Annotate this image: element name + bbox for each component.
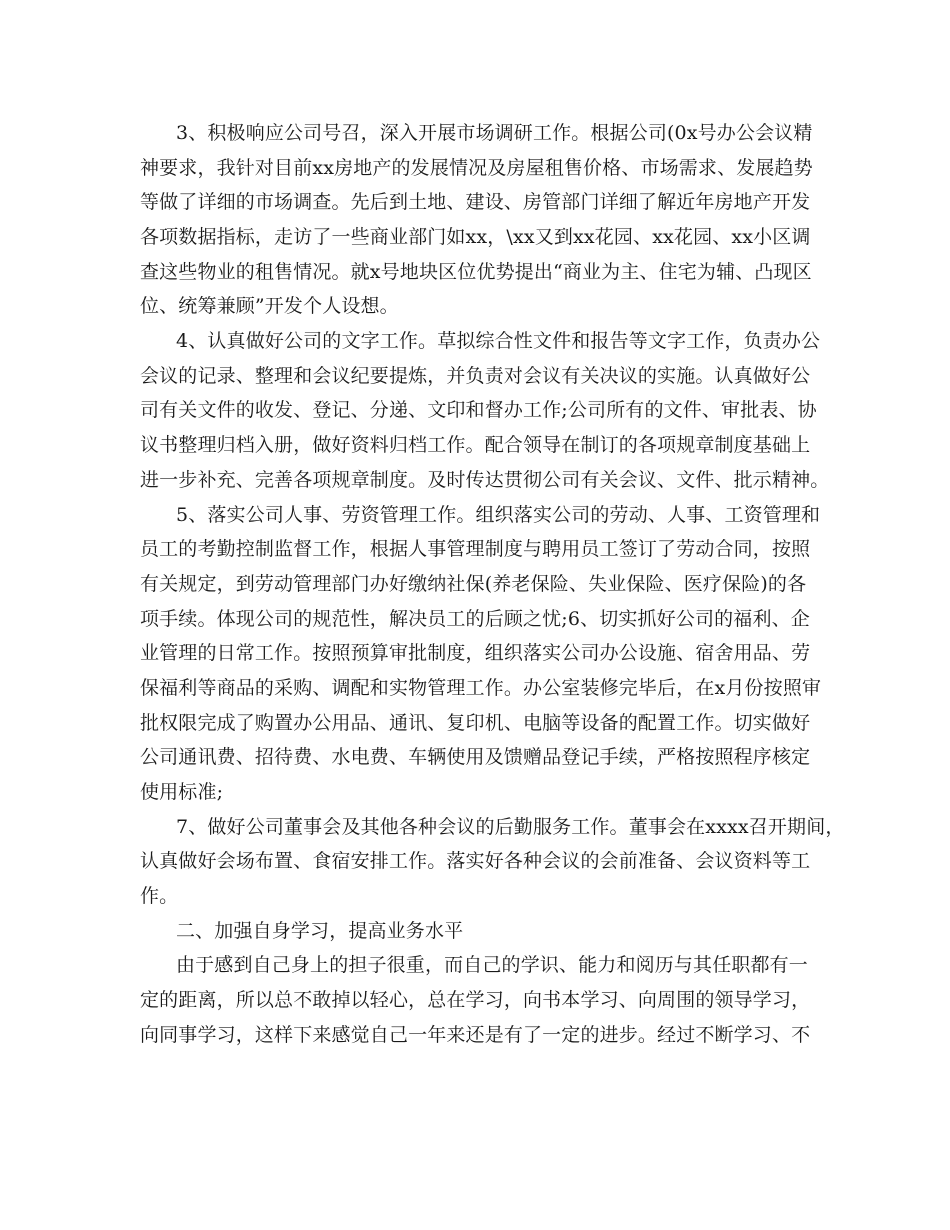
paragraph-5-line-2: 员工的考勤控制监督工作，根据人事管理制度与聘用员工签订了劳动合同，按照 <box>140 538 811 560</box>
paragraph-3-line-1: 3、积极响应公司号召，深入开展市场调研工作。根据公司(0x号办公会议精 <box>176 122 813 144</box>
section-body-line-2: 定的距离，所以总不敢掉以轻心，总在学习，向书本学习、向周围的领导学习， <box>140 989 811 1011</box>
paragraph-4-line-5: 进一步补充、完善各项规章制度。及时传达贯彻公司有关会议、文件、批示精神。 <box>140 469 830 491</box>
paragraph-5-line-4: 项手续。体现公司的规范性，解决员工的后顾之忧;6、切实抓好公司的福利、企 <box>140 608 810 630</box>
paragraph-4-line-3: 司有关文件的收发、登记、分递、文印和督办工作;公司所有的文件、审批表、协 <box>140 399 817 421</box>
paragraph-7-line-3: 作。 <box>140 885 179 907</box>
section-heading: 二、加强自身学习，提高业务水平 <box>176 920 464 942</box>
paragraph-4-line-4: 议书整理归档入册，做好资料归档工作。配合领导在制订的各项规章制度基础上 <box>140 434 811 456</box>
paragraph-5-line-3: 有关规定，到劳动管理部门办好缴纳社保(养老保险、失业保险、医疗保险)的各 <box>140 573 807 595</box>
paragraph-5-line-7: 批权限完成了购置办公用品、通讯、复印机、电脑等设备的配置工作。切实做好 <box>140 712 811 734</box>
paragraph-3-line-4: 各项数据指标，走访了一些商业部门如xx，\xx又到xx花园、xx花园、xx小区调 <box>140 226 811 248</box>
paragraph-5-line-8: 公司通讯费、招待费、水电费、车辆使用及馈赠品登记手续，严格按照程序核定 <box>140 746 811 768</box>
paragraph-3-line-2: 神要求，我针对目前xx房地产的发展情况及房屋租售价格、市场需求、发展趋势 <box>140 157 813 179</box>
paragraph-5-line-5: 业管理的日常工作。按照预算审批制度，组织落实公司办公设施、宿舍用品、劳 <box>140 642 811 664</box>
section-body-line-1: 由于感到自己身上的担子很重，而自己的学识、能力和阅历与其任职都有一 <box>176 954 808 976</box>
section-body-line-3: 向同事学习，这样下来感觉自己一年来还是有了一定的进步。经过不断学习、不 <box>140 1024 811 1046</box>
paragraph-4-line-2: 会议的记录、整理和会议纪要提炼，并负责对会议有关决议的实施。认真做好公 <box>140 365 811 387</box>
paragraph-5-line-6: 保福利等商品的采购、调配和实物管理工作。办公室装修完毕后，在x月份按照审 <box>140 677 822 699</box>
paragraph-7-line-2: 认真做好会场布置、食宿安排工作。落实好各种会议的会前准备、会议资料等工 <box>140 850 811 872</box>
paragraph-3-line-6: 位、统筹兼顾”开发个人设想。 <box>140 295 399 317</box>
paragraph-7-line-1: 7、做好公司董事会及其他各种会议的后勤服务工作。董事会在xxxx召开期间， <box>176 816 845 838</box>
paragraph-3-line-3: 等做了详细的市场调查。先后到土地、建设、房管部门详细了解近年房地产开发 <box>140 191 811 213</box>
paragraph-3-line-5: 查这些物业的租售情况。就x号地块区位优势提出“商业为主、住宅为辅、凸现区 <box>140 261 812 283</box>
paragraph-4-line-1: 4、认真做好公司的文字工作。草拟综合性文件和报告等文字工作，负责办公 <box>176 330 821 352</box>
paragraph-5-line-9: 使用标准; <box>140 781 224 803</box>
paragraph-5-line-1: 5、落实公司人事、劳资管理工作。组织落实公司的劳动、人事、工资管理和 <box>176 504 821 526</box>
